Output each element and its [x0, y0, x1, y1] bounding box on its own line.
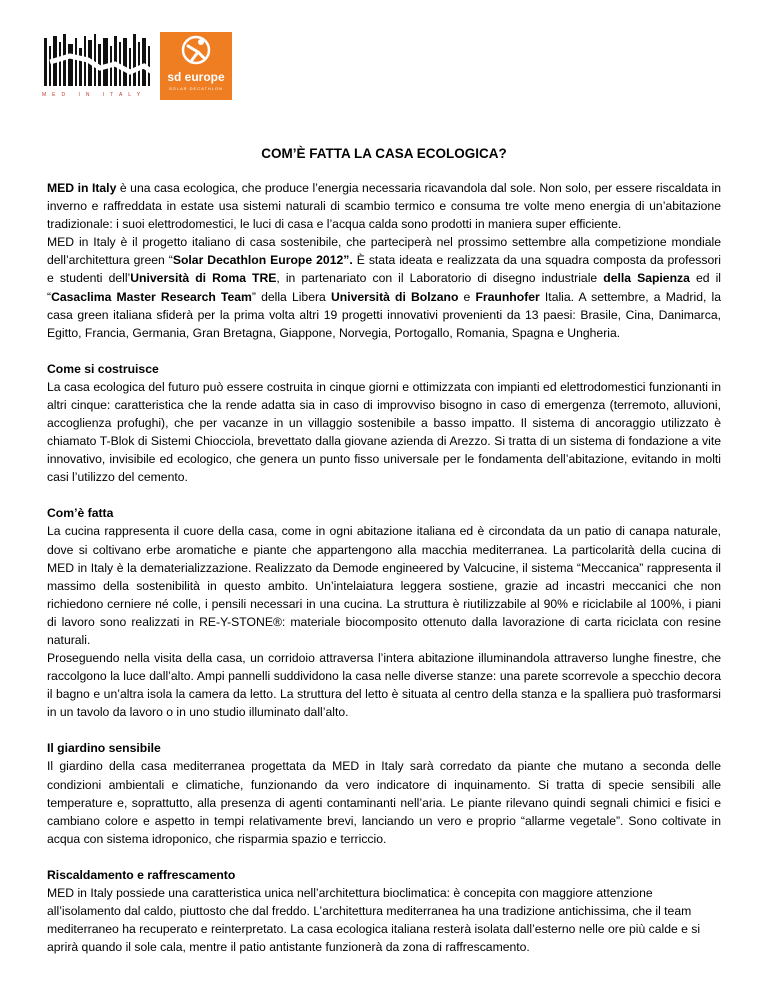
sun-person-icon — [160, 32, 232, 68]
header-logos — [40, 32, 232, 100]
section-text: Il giardino della casa mediterranea progettata da MED in Italy sarà corredato da piante che mutano a seconda delle condizioni ambientali e climatiche, funzionando da vero indicatore di inquinamento. Si tratta di specie sensibili alle temperature e, soprattutto, alla presenza di agenti contaminanti nell’aria. Le piante rilevano quindi segnali chimici e fisici e cambiano colore e aspetto in tempi relativamente brevi, lanciando un vero e proprio “allarme vegetale”. Sono coltivate in acqua con sistema idroponico, che risparmia spazio e terriccio. — [47, 759, 721, 846]
section-heading: Come si costruisce — [47, 361, 159, 376]
med-logo-text: MED IN ITALY — [42, 92, 147, 98]
intro-p2-f: della Sapienza — [603, 271, 690, 286]
page-title: COM’È FATTA LA CASA ECOLOGICA? — [261, 146, 507, 161]
intro-p2-l: Fraunhofer — [475, 289, 540, 304]
intro-p2-i: ” della Libera — [251, 289, 331, 304]
section-come-fatta — [47, 504, 721, 721]
section-text: La casa ecologica del futuro può essere costruita in cinque giorni e ottimizzata con impianti ed elettrodomestici funzionanti in altri cinque: caratteristica che la rende adatta sia in caso di improvviso bisogno in caso di emergenza (terremoto, alluvioni, accoglienza profughi), che per vacanze in un villaggio sostenibile a basso impatto. Il sistema di ancoraggio utilizzato è chiamato T-Blok di Sistemi Chiocciola, brevettato dalla giovane azienda di Arezzo. Si tratta di un sistema di fondazione a vite innovativo, invisibile ed ecologico, che genera un punto fisso universale per le fondamenta dell’abitazione, evitando in molti casi l’utilizzo del cemento. — [47, 379, 721, 485]
section-text: Proseguendo nella visita della casa, un corridoio attraversa l’intera abitazione illuminandola attraverso lunghe finestre, che raccolgono la luce dall’alto. Ampi pannelli suddividono la casa nelle diverse stanze: una parete scorrevole a specchio decora il bagno e un’altra isola la camera da letto. La struttura del letto è situata al centro della stanza e la spalliera può trasformarsi in un tavolo da lavoro o in uno studio illuminato dall’alto. — [47, 651, 721, 720]
document-body — [47, 146, 721, 956]
med-in-italy-logo — [40, 32, 160, 100]
section-giardino-sensibile — [47, 739, 721, 847]
section-heading: Riscaldamento e raffrescamento — [47, 867, 236, 882]
sd-europe-logo — [160, 32, 232, 100]
section-come-si-costruisce — [47, 360, 721, 487]
intro-p2-j: Università di Bolzano — [330, 289, 459, 304]
intro-p2-d: Università di Roma TRE — [130, 271, 277, 286]
section-text: MED in Italy possiede una caratteristica unica nell’architettura bioclimatica: è concepita con maggiore attenzione all’isolamento dal caldo, piuttosto che dal freddo. L’architettura mediterranea ha una tradizione antichissima, che il team mediterraneo ha recuperato e reinterpretato. La casa ecologica italiana resterà isolata dall’esterno nelle ore più calde e si aprirà quando il sole cala, mentre il patio antistante funzionerà da zona di raffrescamento. — [47, 885, 701, 955]
section-text: La cucina rappresenta il cuore della casa, come in ogni abitazione italiana ed è circondata da un patio di canapa naturale, dove si coltivano erbe aromatiche e piante che appartengono alla macchia mediterranea. La particolarità della cucina di MED in Italy è la dematerializzazione. Realizzato da Demode engineered by Valcucine, il sistema “Meccanica” rappresenta il massimo della sostenibilità in questo ambito. Un’intelaiatura leggera sostiene, grazie ad incastri meccanici che non richiedono cerniere né colle, i pensili necessari in una cucina. La struttura è riutilizzabile al 90% e riciclabile al 100%, i piani di lavoro sono realizzati in RE-Y-STONE®: materiale biocomposito ottenuto dalla lavorazione di carta riciclata con resine naturali. — [47, 524, 721, 647]
sd-europe-name: sd europe — [167, 70, 225, 84]
intro-p2-h: Casaclima Master Research Team — [51, 289, 252, 304]
section-riscaldamento — [47, 866, 721, 956]
intro-p2-c: È stata ideata e realizzata da una squadra composta da professori e studenti dell’ — [47, 253, 721, 286]
intro-p2-k: e — [458, 289, 476, 304]
intro-paragraph-1 — [47, 179, 721, 233]
section-heading: Il giardino sensibile — [47, 741, 161, 756]
intro-p2-b: Solar Decathlon Europe 2012”. — [172, 253, 353, 268]
barcode-icon — [40, 32, 160, 92]
med-in-italy-bold: MED in Italy — [47, 181, 117, 195]
sd-europe-subtitle: SOLAR DECATHLON — [168, 86, 224, 91]
intro-paragraph-2 — [47, 233, 721, 342]
intro-p1-text: è una casa ecologica, che produce l’energia necessaria ricavandola dal sole. Non solo, per essere riscaldata in inverno e raffreddata in estate usa sistemi naturali di scambio termico e consuma tre volte meno energia di un’abitazione tradizionale: i suoi elettrodomestici, le luci di casa e l’acqua calda sono prodotti in maniera super efficiente. — [47, 181, 721, 232]
intro-p2-e: , in partenariato con il Laboratorio di disegno industriale — [276, 271, 604, 286]
intro-p2-m: Italia. A settembre, a Madrid, la casa green italiana sfiderà per la prima volta altri 19 progetti innovativi provenienti da 13 paesi: Brasile, Cina, Danimarca, Egitto, Francia, Germania, Gran Bretagna, Giappone, Norvegia, Portogallo, Romania, Spagna e Ungheria. — [47, 289, 721, 340]
intro-p2-a: MED in Italy è il progetto italiano di casa sostenibile, che parteciperà nel prossimo settembre alla competizione mondiale dell’architettura green “ — [47, 235, 721, 268]
intro-p2-g: ed il “ — [47, 271, 721, 304]
section-heading: Com’è fatta — [47, 506, 114, 521]
